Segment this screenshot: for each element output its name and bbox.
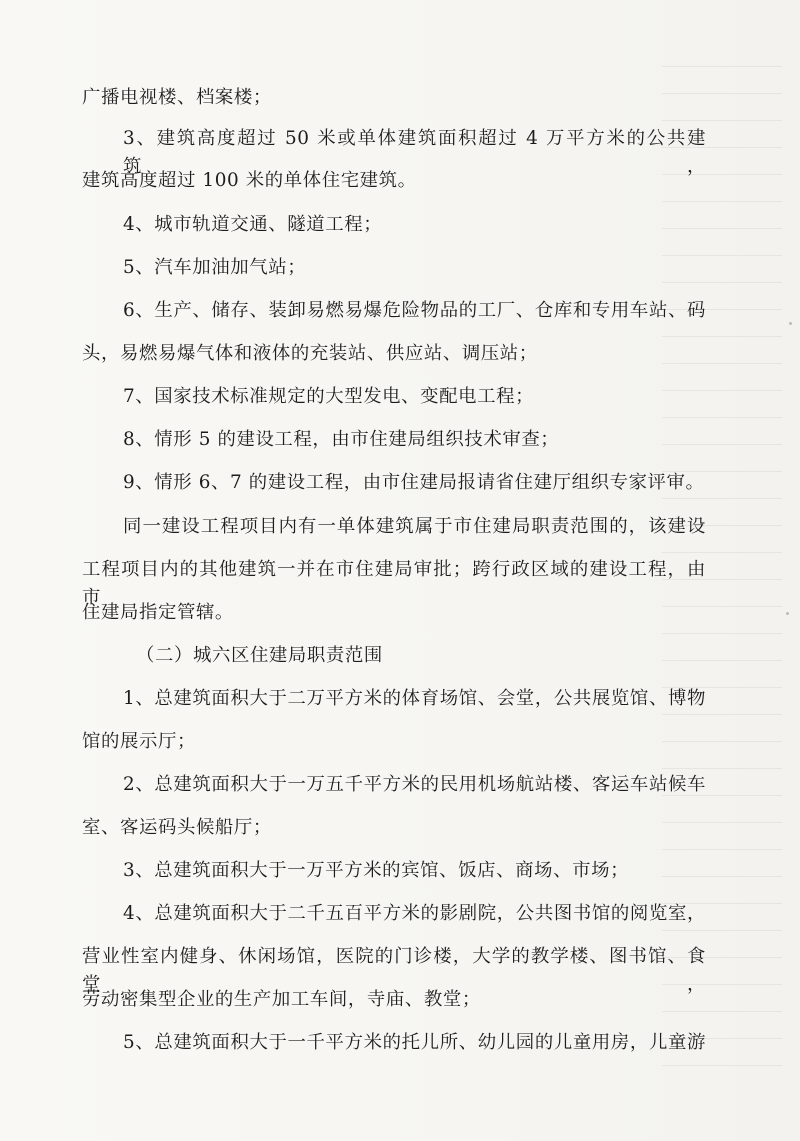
text-line-17: 2、总建筑面积大于一万五千平方米的民用机场航站楼、客运车站候车 <box>123 774 706 795</box>
scan-speck <box>786 612 789 615</box>
section-heading: （二）城六区住建局职责范围 <box>136 645 383 666</box>
text-line-20: 4、总建筑面积大于二千五百平方米的影剧院，公共图书馆的阅览室， <box>123 903 706 924</box>
text-line-6: 6、生产、储存、装卸易燃易爆危险物品的工厂、仓库和专用车站、码 <box>123 300 706 321</box>
text-line-18: 室、客运码头候船厅； <box>82 817 272 838</box>
text-line-11: 同一建设工程项目内有一单体建筑属于市住建局职责范围的，该建设 <box>123 516 706 537</box>
text-line-10: 9、情形 6、7 的建设工程，由市住建局报请省住建厅组织专家评审。 <box>123 472 705 493</box>
text-line-16: 馆的展示厅； <box>82 731 196 752</box>
text-line-23: 5、总建筑面积大于一千平方米的托儿所、幼儿园的儿童用房，儿童游 <box>123 1032 706 1053</box>
text-line-8: 7、国家技术标准规定的大型发电、变配电工程； <box>123 386 535 407</box>
text-line-12: 工程项目内的其他建筑一并在市住建局审批；跨行政区域的建设工程，由市 <box>82 559 706 608</box>
text-line-22: 劳动密集型企业的生产加工车间，寺庙、教堂； <box>82 989 481 1010</box>
text-line-19: 3、总建筑面积大于一万平方米的宾馆、饭店、商场、市场； <box>123 860 630 881</box>
text-line-9: 8、情形 5 的建设工程，由市住建局组织技术审查； <box>123 429 560 450</box>
text-line-5: 5、汽车加油加气站； <box>123 257 307 278</box>
text-line-21: 营业性室内健身、休闲场馆，医院的门诊楼，大学的教学楼、图书馆、食堂， <box>82 946 706 995</box>
text-line-13: 住建局指定管辖。 <box>82 602 234 623</box>
text-line-15: 1、总建筑面积大于二万平方米的体育场馆、会堂，公共展览馆、博物 <box>123 688 706 709</box>
text-line-4: 4、城市轨道交通、隧道工程； <box>123 214 383 235</box>
text-line-1: 广播电视楼、档案楼； <box>82 87 272 108</box>
scan-speck <box>789 322 792 325</box>
text-line-3: 建筑高度超过 100 米的单体住宅建筑。 <box>82 170 417 191</box>
text-line-7: 头，易燃易爆气体和液体的充装站、供应站、调压站； <box>82 343 538 364</box>
text-line-2: 3、建筑高度超过 50 米或单体建筑面积超过 4 万平方米的公共建筑， <box>123 128 706 177</box>
